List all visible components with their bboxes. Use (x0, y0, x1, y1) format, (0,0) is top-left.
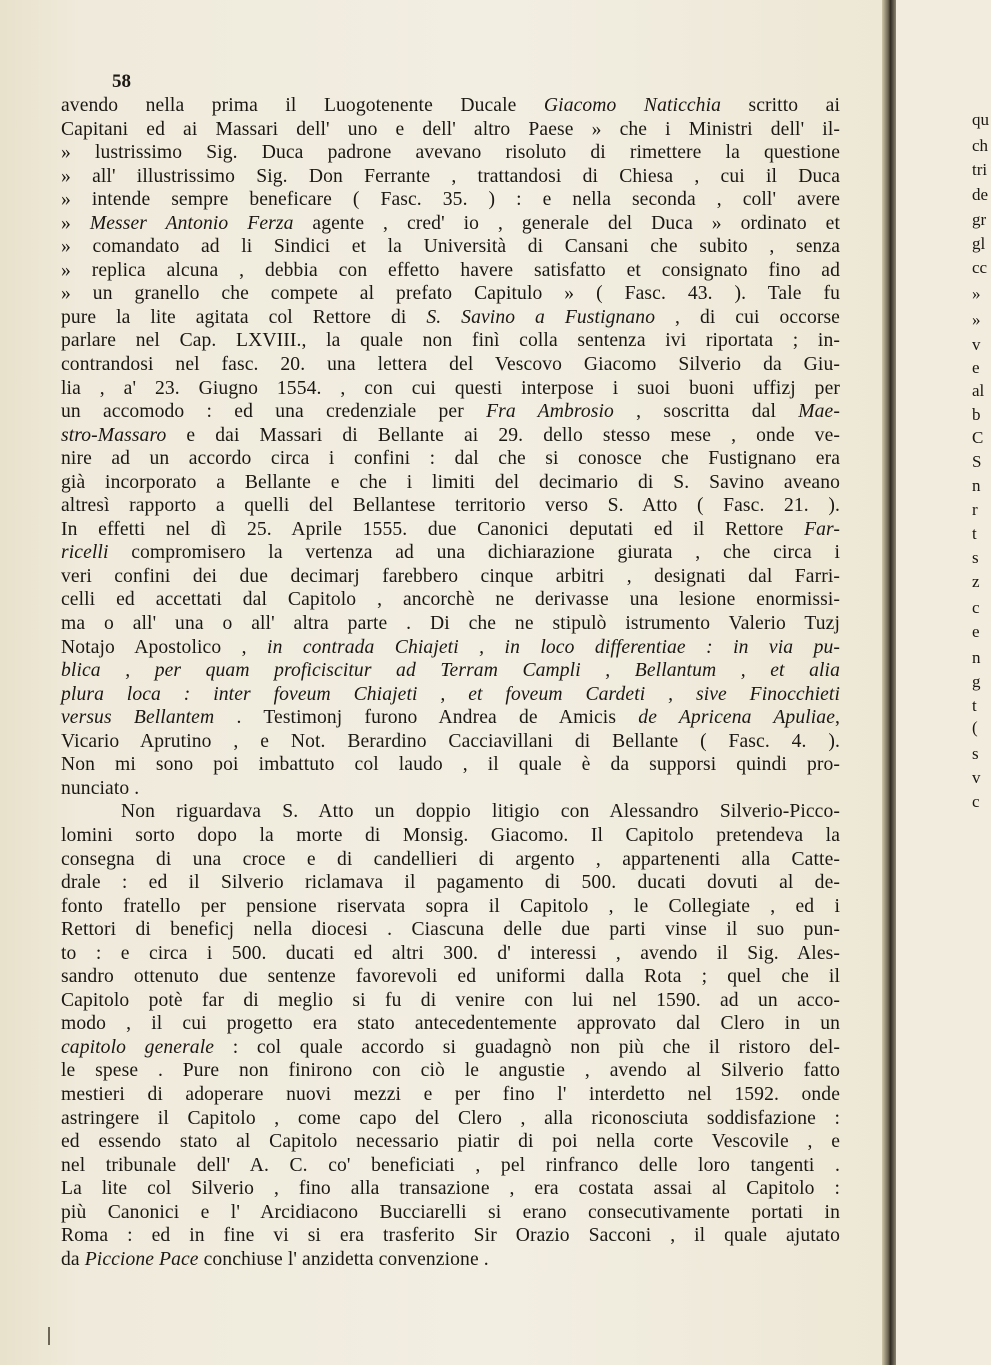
text-line (61, 235, 840, 259)
text-line (61, 824, 840, 848)
text-line (61, 377, 840, 401)
text-run: modo , il cui progetto era stato antecedentemente approvato dal Clero in un (61, 1013, 840, 1035)
facing-page-fragment: v (972, 768, 981, 787)
text-line (61, 1130, 840, 1154)
facing-page-fragment: S (972, 452, 982, 471)
text-line (61, 588, 840, 612)
italic-text: ricelli (61, 542, 109, 564)
facing-page-fragment: al (972, 381, 985, 400)
text-run: to : e circa i 500. ducati ed altri 300. d' interessi , avendo il Sig. Ales- (61, 942, 840, 964)
text-line (61, 1107, 840, 1131)
text-run: nunciato . (61, 777, 140, 799)
italic-text: versus Bellantem (61, 707, 215, 729)
facing-page-fragment: t (972, 696, 977, 715)
text-run: lomini sorto dopo la morte di Monsig. Giacomo. Il Capitolo pretendeva la (61, 824, 840, 846)
page-number: 58 (112, 71, 131, 92)
facing-page-fragment: g (972, 672, 981, 691)
text-run: , (835, 707, 841, 729)
facing-page-fragment: e (972, 358, 980, 377)
text-line (61, 494, 840, 518)
facing-page-fragment: c (972, 598, 980, 617)
text-line (61, 94, 840, 118)
text-line (61, 188, 840, 212)
facing-page-fragment: gl (972, 234, 986, 253)
text-run: contrandosi nel fasc. 20. una lettera del Vescovo Giacomo Silverio da Giu- (61, 354, 840, 376)
text-run: nire ad un accordo circa i confini : dal che si conosce che Fustignano era (61, 448, 840, 470)
text-line (61, 282, 840, 306)
italic-text: stro-Massaro (61, 424, 167, 446)
text-run: » intende sempre beneficare ( Fasc. 35. ) : e nella seconda , coll' avere (61, 189, 840, 211)
text-run: . Testimonj furono Andrea de Amicis (214, 707, 639, 729)
text-run: mestieri di adoperare nuovi mezzi e per fino l' interdetto nel 1592. onde (61, 1083, 840, 1105)
text-line (61, 329, 840, 353)
italic-text: Giacomo Naticchia (543, 95, 722, 116)
italic-text: blica , per quam proficiscitur ad Terram Campli , Bellantum , et alia (61, 660, 840, 682)
text-run: » replica alcuna , debbia con effetto havere satisfatto et consignato fino ad (61, 259, 840, 281)
facing-page-edge (896, 0, 991, 1365)
text-run: da (61, 1248, 85, 1270)
text-run: agente , cred' io , generale del Duca » ordinato et (293, 212, 840, 234)
facing-page-fragment: gr (972, 210, 987, 229)
text-run: consegna di una croce e di candellieri di argento , appartenenti alla Catte- (61, 848, 840, 870)
text-run: e dai Massari di Bellante ai 29. dello stesso mese , onde ve- (166, 424, 840, 446)
facing-page-fragment: n (972, 648, 981, 667)
facing-page-fragment: cc (972, 258, 988, 277)
text-run: già incorporato a Bellante e che i limiti del decimario di S. Savino aveano (61, 471, 840, 493)
text-line (61, 871, 840, 895)
text-run: , di cui occorse (655, 306, 840, 328)
text-line (61, 989, 840, 1013)
facing-page-fragment: » (972, 284, 981, 303)
text-line (61, 306, 840, 330)
facing-page-fragment: tri (972, 160, 988, 179)
text-line (61, 1201, 840, 1225)
text-line (61, 141, 840, 165)
text-run: Capitani ed ai Massari dell' uno e dell' altro Paese » che i Ministri dell' il- (61, 118, 840, 140)
italic-text: Far- (804, 518, 840, 540)
text-run: più Canonici e l' Arcidiacono Bucciarelli si erano consecutivamente portati in (61, 1201, 840, 1223)
text-run: » (61, 212, 90, 234)
book-gutter (882, 0, 896, 1365)
text-line (61, 1154, 840, 1178)
text-line (61, 118, 840, 142)
facing-page-fragment: e (972, 622, 980, 641)
text-line (61, 1224, 840, 1248)
text-line (61, 1012, 840, 1036)
text-run: ma o all' una o all' altra parte . Di che ne stipulò istrumento Valerio Tuzj (61, 613, 840, 635)
text-run: » lustrissimo Sig. Duca padrone avevano risoluto di rimettere la questione (61, 142, 840, 164)
text-line (61, 777, 840, 801)
text-run: ed essendo stato al Capitolo necessario piatir di poi nella corte Vescovile , e (61, 1131, 840, 1153)
text-line (61, 800, 840, 824)
text-line (61, 659, 840, 683)
text-run: Capitolo potè far di meglio si fu di venire con lui nel 1590. ad un acco- (61, 989, 840, 1011)
text-line (61, 212, 840, 236)
text-run: » comandato ad li Sindici et la Università di Cansani che subito , senza (61, 236, 840, 258)
text-run: scritto ai (721, 95, 840, 116)
text-line (61, 683, 840, 707)
text-run: : col quale accordo si guadagnò non più che il ristoro del- (214, 1036, 840, 1058)
text-line (61, 730, 840, 754)
italic-text: Messer Antonio Ferza (89, 212, 294, 234)
text-run: » un granello che compete al prefato Capitulo » ( Fasc. 43. ). Tale fu (61, 283, 840, 305)
facing-page-fragment: qu (972, 110, 989, 129)
text-run: astringere il Capitolo , come capo del Clero , alla riconosciuta soddisfazione : (61, 1107, 840, 1129)
facing-page-fragment: de (972, 185, 989, 204)
text-run: In effetti nel dì 25. Aprile 1555. due Canonici deputati ed il Rettore (61, 518, 805, 540)
text-line (61, 848, 840, 872)
text-line (61, 942, 840, 966)
text-run: La lite col Silverio , fino alla transazione , era costata assai al Capitolo : (61, 1178, 840, 1200)
text-run: avendo nella prima il Luogotenente Ducale (61, 95, 544, 116)
italic-text: plura loca : inter foveum Chiajeti , et foveum Cardeti , sive Finocchieti (61, 683, 840, 705)
text-run: lia , a' 23. Giugno 1554. , con cui questi interpose i suoi buoni uffizj per (61, 377, 840, 399)
text-line (61, 753, 840, 777)
text-line (61, 541, 840, 565)
text-run: Rettori di beneficj nella diocesi . Ciascuna delle due parti vinse il suo pun- (61, 919, 840, 941)
facing-page-fragment: c (972, 792, 980, 811)
facing-page-fragment: v (972, 335, 981, 354)
text-run: Non mi sono poi imbattuto col laudo , il quale è da supporsi quindi pro- (61, 754, 840, 776)
text-run: le spese . Pure non finirono con ciò le angustie , avendo al Silverio fatto (61, 1060, 840, 1082)
italic-text: Mae- (798, 401, 840, 423)
text-line (61, 518, 840, 542)
text-run: , soscritta dal (613, 401, 799, 423)
italic-text: in contrada Chiajeti , in loco differentiae : in via pu- (267, 636, 840, 658)
italic-text: Fra Ambrosio (486, 401, 614, 423)
text-line (61, 1177, 840, 1201)
facing-page-fragment: b (972, 405, 981, 424)
text-line (61, 165, 840, 189)
margin-mark (48, 1327, 50, 1345)
facing-page-fragment: » (972, 310, 981, 329)
text-line (61, 918, 840, 942)
text-line (61, 424, 840, 448)
text-line (61, 965, 840, 989)
text-line (61, 565, 840, 589)
text-line (61, 1059, 840, 1083)
facing-page-fragment: s (972, 744, 979, 763)
text-run: » all' illustrissimo Sig. Don Ferrante , trattandosi di Chiesa , cui il Duca (61, 165, 840, 187)
text-run: Roma : ed in fine vi si era trasferito Sir Orazio Sacconi , il quale ajutato (61, 1225, 840, 1247)
italic-text: S. Savino a Fustignano (426, 306, 656, 328)
facing-page-fragment: t (972, 524, 977, 543)
facing-page-fragment: s (972, 548, 979, 567)
text-run: veri confini dei due decimarj farebbero cinque arbitri , designati dal Farri- (61, 565, 840, 587)
text-line (61, 895, 840, 919)
text-run: pure la lite agitata col Rettore di (61, 306, 427, 328)
text-run: drale : ed il Silverio riclamava il pagamento di 500. ducati dovuti al de- (61, 872, 840, 894)
text-line (61, 1083, 840, 1107)
text-run: celli ed accettati dal Capitolo , ancorchè ne derivasse una lesione enormissi- (61, 589, 840, 611)
facing-page-fragment: n (972, 476, 981, 495)
text-line (61, 353, 840, 377)
text-run: conchiuse l' anzidetta convenzione . (198, 1248, 489, 1270)
facing-page-fragment: ( (972, 718, 978, 737)
facing-page-fragment: ch (972, 136, 989, 155)
italic-text: Piccione Pace (84, 1248, 199, 1270)
text-line (61, 636, 840, 660)
text-run: Non riguardava S. Atto un doppio litigio con Alessandro Silverio-Picco- (121, 801, 840, 823)
text-run: altresì rapporto a quelli del Bellantese territorio verso S. Atto ( Fasc. 21. ). (61, 495, 840, 517)
text-line (61, 259, 840, 283)
body-text (61, 94, 840, 1271)
text-run: sandro ottenuto due sentenze favorevoli ed uniformi dalla Rota ; quel che il (61, 966, 840, 988)
text-line (61, 1036, 840, 1060)
facing-page-fragment: C (972, 428, 984, 447)
text-run: Vicario Aprutino , e Not. Berardino Cacciavillani di Bellante ( Fasc. 4. ). (61, 730, 840, 752)
text-line (61, 612, 840, 636)
italic-text: capitolo generale (61, 1036, 215, 1058)
text-line (61, 706, 840, 730)
text-run: nel tribunale dell' A. C. co' beneficiati , pel rinfranco delle loro tangenti . (61, 1154, 840, 1176)
text-run: fonto fratello per pensione riservata sopra il Capitolo , le Collegiate , ed i (61, 895, 840, 917)
italic-text: de Apricena Apuliae (638, 707, 836, 729)
facing-page-fragment: r (972, 500, 978, 519)
text-run: compromisero la vertenza ad una dichiarazione giurata , che circa i (108, 542, 840, 564)
facing-page-fragment: z (972, 572, 980, 591)
text-line (61, 1248, 840, 1272)
text-line (61, 447, 840, 471)
text-run: un accomodo : ed una credenziale per (61, 401, 487, 423)
text-line (61, 400, 840, 424)
text-run: Notajo Apostolico , (61, 636, 268, 658)
text-line (61, 471, 840, 495)
text-run: parlare nel Cap. LXVIII., la quale non finì colla sentenza ivi riportata ; in- (61, 330, 840, 352)
